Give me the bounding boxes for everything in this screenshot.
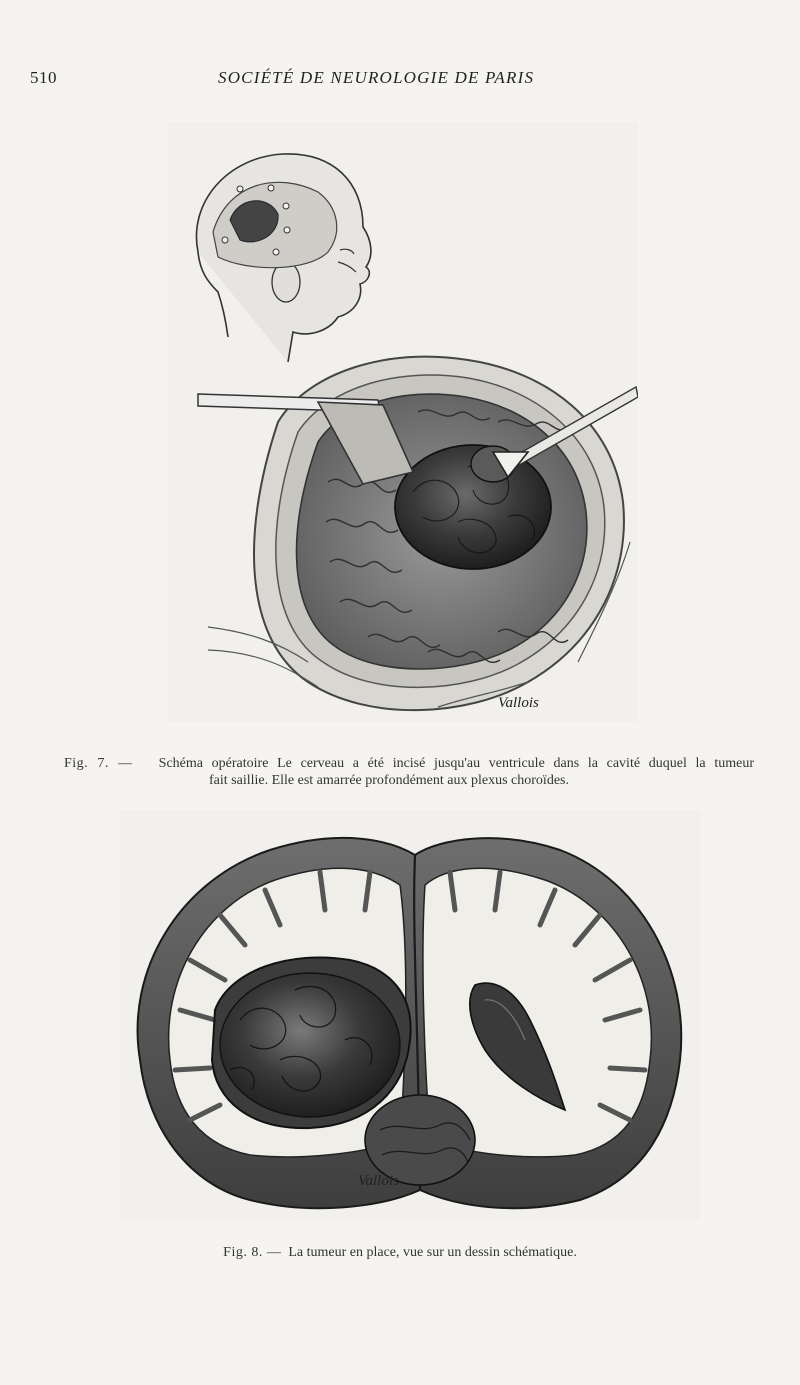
figure-8-caption-text: La tumeur en place, vue sur un dessin schématique. xyxy=(288,1245,577,1260)
artist-signature: Vallois xyxy=(358,1173,399,1189)
running-title: SOCIÉTÉ DE NEUROLOGIE DE PARIS xyxy=(218,68,535,87)
tumor-mass xyxy=(395,445,551,569)
figure-7-drawing xyxy=(168,122,638,722)
artist-signature: Vallois xyxy=(498,695,539,711)
figure-8-drawing xyxy=(120,810,700,1220)
figure-7-number: Fig. 7. — xyxy=(64,756,133,771)
figure-7-illustration xyxy=(168,122,638,722)
figure-7-caption xyxy=(64,755,754,789)
figure-8-illustration xyxy=(120,810,700,1220)
basal-brain-mass xyxy=(365,1095,475,1185)
page-number: 510 xyxy=(30,68,57,87)
page-header xyxy=(0,68,800,92)
tumor-in-ventricle xyxy=(212,957,411,1128)
figure-7-caption-line2: fait saillie. Elle est amarrée profondément aux plexus choroïdes. xyxy=(209,773,569,788)
figure-8-caption xyxy=(0,1244,800,1261)
figure-8-number: Fig. 8. — xyxy=(223,1245,282,1260)
head-profile xyxy=(196,154,370,362)
figure-7-caption-line1: Schéma opératoire Le cerveau a été incisé jusqu'au ventricule dans la cavité duquel la tumeur xyxy=(158,756,754,771)
